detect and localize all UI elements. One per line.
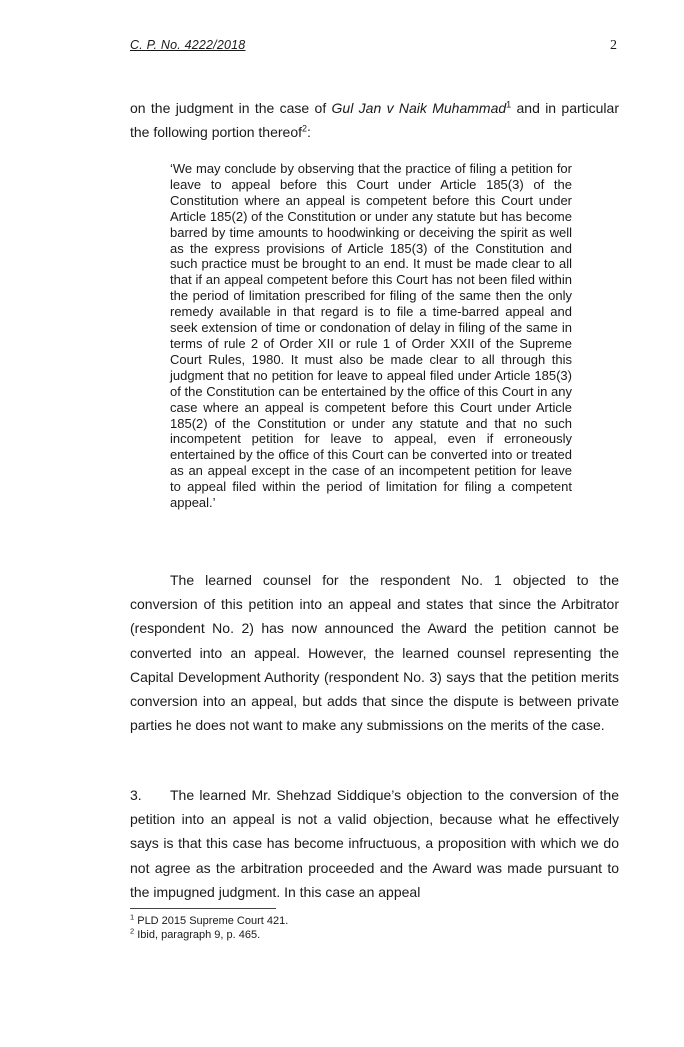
page-number: 2 xyxy=(610,38,617,53)
paragraph-3-number: 3. xyxy=(130,787,142,803)
intro-text-before: on the judgment in the case of xyxy=(130,100,332,116)
paragraph-2 xyxy=(130,568,619,737)
paragraph-3-text: The learned Mr. Shehzad Siddique’s objection to the conversion of the petition into an appeal is not a valid objection, because what he effectively says is that this case has become infructuous, a proposition with which we do not agree as the arbitration proceeded and the Award was made pursuant to the impugned judgment. In this case an appeal xyxy=(130,787,619,900)
footnote-1-marker: 1 xyxy=(130,912,135,922)
paragraph-3 xyxy=(130,783,619,904)
footnote-2-marker: 2 xyxy=(130,926,135,936)
intro-text-after: and in particular the following portion thereof xyxy=(130,100,619,141)
case-number-header: C. P. No. 4222/2018 xyxy=(130,38,246,52)
paragraph-2-text: The learned counsel for the respondent No. 1 objected to the conversion of this petition into an appeal and states that since the Arbitrator (respondent No. 2) has now announced the Award the petition cannot be converted into an appeal. However, the learned counsel representing the Capital Development Authority (respondent No. 3) says that the petition merits conversion into an appeal, but adds that since the dispute is between private parties he does not want to make any submissions on the merits of the case. xyxy=(130,572,619,734)
footnote-divider xyxy=(130,908,276,909)
cited-case-name: Gul Jan v Naik Muhammad xyxy=(331,100,507,116)
footnote-ref-1: 1 xyxy=(506,99,512,110)
footnote-1-text: PLD 2015 Supreme Court 421. xyxy=(134,915,289,927)
intro-paragraph xyxy=(130,96,619,144)
block-quote: ‘We may conclude by observing that the practice of filing a petition for leave to appeal before this Court under Article 185(3) of the Constitution where an appeal is competent before this Court under Article 185(2) of the Constitution or under any statute but has become barred by time amounts to hoodwinking or deceiving the spirit as well as the express provisions of Article 185(3) of the Constitution and such practice must be brought to an end. It must be made clear to all that if an appeal competent before this Court has not been filed within the period of limitation prescribed for filing of the same then the only remedy available in that regard is to file a time-barred appeal and seek extension of time or condonation of delay in filing of the same in terms of rule 2 of Order XII or rule 1 of Order XXII of the Supreme Court Rules, 1980. It must also be made clear to all through this judgment that no petition for leave to appeal filed under Article 185(3) of the Constitution can be entertained by the office of this Court in any case where an appeal is competent before this Court under Article 185(2) of the Constitution or under any statute and that no such incompetent petition for leave to appeal, even if erroneously entertained by the office of this Court can be converted into or treated as an appeal except in the case of an incompetent petition for leave to appeal filed within the period of limitation for filing a competent appeal.’ xyxy=(170,161,572,511)
footnote-1 xyxy=(130,912,289,928)
intro-end: : xyxy=(307,124,311,141)
footnote-ref-2: 2 xyxy=(302,123,308,134)
footnote-2-text: Ibid, paragraph 9, p. 465. xyxy=(134,929,261,941)
footnote-2 xyxy=(130,926,261,942)
